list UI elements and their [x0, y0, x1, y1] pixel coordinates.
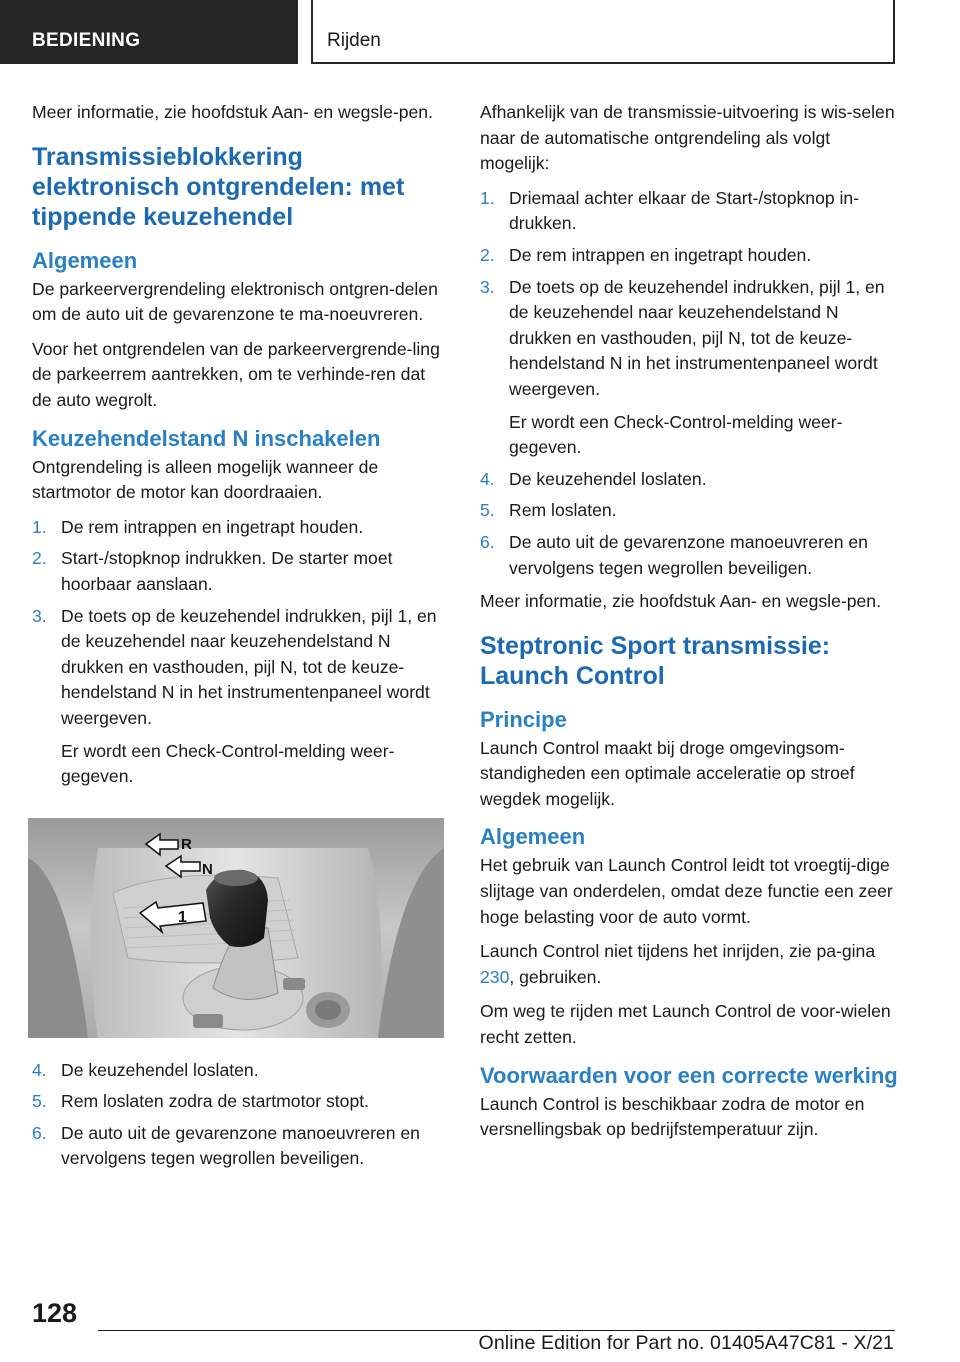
paragraph-text: Launch Control niet tijdens het inrijden, zie pa-gina: [480, 941, 876, 962]
step-number: 2.: [32, 548, 47, 569]
step-number: 5.: [480, 500, 495, 521]
step-number: 3.: [480, 276, 495, 297]
list-item: [480, 275, 898, 461]
left-steps-list-b: [32, 1058, 444, 1172]
arrow-r-label: R: [181, 835, 192, 853]
step-text: De keuzehendel loslaten.: [509, 468, 707, 489]
list-item: [32, 604, 444, 790]
step-text: De rem intrappen en ingetrapt houden.: [61, 516, 364, 537]
list-item: [32, 1121, 444, 1172]
arrow-1-label: 1: [178, 908, 187, 926]
page-number: 128: [32, 1298, 78, 1328]
left-column: [32, 100, 444, 1180]
footer-divider: [98, 1330, 895, 1331]
list-item: [480, 186, 898, 237]
step-number: 1.: [480, 187, 495, 208]
right-principle-heading: Principe: [480, 706, 567, 732]
right-principle-paragraph: Launch Control maakt bij droge omgevingsom-standigheden een optimale acceleratie op stroef wegdek mogelijk.: [480, 737, 855, 809]
step-text: De rem intrappen en ingetrapt houden.: [509, 244, 812, 265]
step-number: 6.: [480, 531, 495, 552]
list-item: [32, 1058, 444, 1084]
left-intro: Meer informatie, zie hoofdstuk Aan- en wegsle-pen.: [32, 102, 433, 122]
right-section-title: Steptronic Sport transmissie: Launch Control: [480, 631, 831, 690]
left-section-title: Transmissieblokkering elektronisch ontgrendelen: met tippende keuzehendel: [32, 142, 405, 231]
list-item: [480, 498, 898, 524]
list-item: [480, 467, 898, 493]
header-section-label: BEDIENING: [0, 0, 298, 64]
right-conditions-heading: Voorwaarden voor een correcte werking: [480, 1062, 898, 1088]
step-subtext: Er wordt een Check-Control-melding weer-gegeven.: [61, 740, 395, 787]
gear-selector-illustration: [28, 818, 440, 1038]
right-steps-list: [480, 186, 898, 581]
list-item: [480, 530, 898, 581]
footer-edition-text: Online Edition for Part no. 01405A47C81 - X/21: [478, 1332, 894, 1354]
arrow-n-label: N: [202, 860, 213, 878]
step-text: De toets op de keuzehendel indrukken, pijl 1, en de keuzehendel naar keuzehendelstand N drukken en vasthouden, pijl N, tot de keuze-hendelstand N in het instrumentenpaneel wordt weergeven.: [61, 605, 437, 728]
step-text: Start-/stopknop indrukken. De starter moet hoorbaar aanslaan.: [61, 548, 393, 594]
step-text: De keuzehendel loslaten.: [61, 1059, 259, 1080]
left-general-paragraph-2: Voor het ontgrendelen van de parkeervergrende-ling de parkeerrem aantrekken, om te verhinde-ren dat de auto wegrolt.: [32, 338, 440, 410]
right-conditions-paragraph: Launch Control is beschikbaar zodra de motor en versnellingsbak op bedrijfstemperatuur zijn.: [480, 1093, 865, 1140]
step-number: 6.: [32, 1122, 47, 1143]
right-general-paragraph-1: Het gebruik van Launch Control leidt tot vroegtij-dige slijtage van onderdelen, omdat deze functie een zeer hoge belasting voor de auto vormt.: [480, 855, 893, 927]
step-text: De auto uit de gevarenzone manoeuvreren en vervolgens tegen wegrollen beveiligen.: [509, 531, 868, 578]
right-general-heading: Algemeen: [480, 824, 586, 850]
step-number: 2.: [480, 244, 495, 265]
list-item: [32, 1089, 444, 1115]
step-text: Driemaal achter elkaar de Start-/stopknop in-drukken.: [509, 187, 860, 234]
header-chapter-label: Rijden: [311, 0, 895, 64]
page-reference-link[interactable]: 230: [480, 966, 510, 987]
left-n-heading: Keuzehendelstand N inschakelen: [32, 425, 381, 451]
right-general-paragraph-2: [480, 939, 898, 990]
left-steps-list-a: [32, 515, 444, 790]
step-text: De auto uit de gevarenzone manoeuvreren en vervolgens tegen wegrollen beveiligen.: [61, 1122, 420, 1169]
paragraph-text: , gebruiken.: [509, 966, 602, 987]
left-general-paragraph-1: De parkeervergrendeling elektronisch ontgren-delen om de auto uit de gevarenzone te ma-noeuvreren.: [32, 278, 438, 325]
step-number: 3.: [32, 605, 47, 626]
left-n-intro: Ontgrendeling is alleen mogelijk wanneer de startmotor de motor kan doordraaien.: [32, 456, 379, 503]
step-text: De toets op de keuzehendel indrukken, pijl 1, en de keuzehendel naar keuzehendelstand N drukken en vasthouden, pijl N, tot de keuze-hendelstand N in het instrumentenpaneel wordt weergeven.: [509, 276, 885, 399]
left-general-heading: Algemeen: [32, 247, 138, 273]
list-item: [32, 515, 444, 541]
right-column: [480, 100, 898, 1152]
step-number: 5.: [32, 1091, 47, 1112]
right-general-paragraph-3: Om weg te rijden met Launch Control de voor-wielen recht zetten.: [480, 1001, 891, 1048]
right-intro: Afhankelijk van de transmissie-uitvoering is wis-selen naar de automatische ontgrendeling als volgt mogelijk:: [480, 102, 895, 174]
list-item: [480, 243, 898, 269]
step-number: 4.: [480, 468, 495, 489]
right-outro: Meer informatie, zie hoofdstuk Aan- en wegsle-pen.: [480, 591, 881, 612]
list-item: [32, 546, 444, 597]
step-number: 1.: [32, 516, 47, 537]
step-number: 4.: [32, 1059, 47, 1080]
step-text: Rem loslaten zodra de startmotor stopt.: [61, 1091, 370, 1112]
step-text: Rem loslaten.: [509, 500, 617, 521]
step-subtext: Er wordt een Check-Control-melding weer-gegeven.: [509, 411, 843, 458]
